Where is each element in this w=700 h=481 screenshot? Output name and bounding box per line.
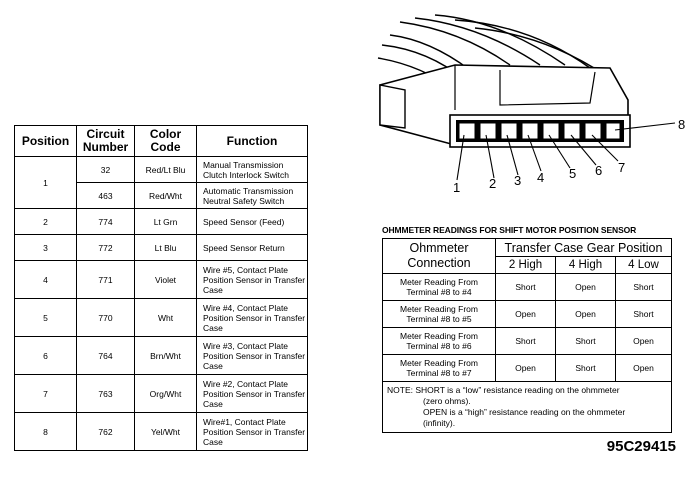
pin-label-6: 6 bbox=[595, 163, 603, 178]
reading-cell: Open bbox=[496, 301, 556, 328]
table-row bbox=[15, 337, 308, 375]
pin-label-2: 2 bbox=[489, 176, 497, 191]
color-cell: Violet bbox=[135, 261, 197, 299]
color-cell: Org/Wht bbox=[135, 375, 197, 413]
position-cell: 5 bbox=[15, 299, 77, 337]
circuit-cell: 463 bbox=[77, 183, 135, 209]
note-line: (zero ohms). bbox=[423, 396, 471, 406]
connection-cell: Meter Reading From Terminal #8 to #6 bbox=[383, 328, 496, 355]
circuit-cell: 770 bbox=[77, 299, 135, 337]
table-row bbox=[15, 235, 308, 261]
header-color: Color Code bbox=[135, 126, 197, 157]
pin-table bbox=[14, 125, 308, 451]
color-cell: Yel/Wht bbox=[135, 413, 197, 451]
header-ohm-connection: Ohmmeter Connection bbox=[383, 239, 496, 274]
color-cell: Brn/Wht bbox=[135, 337, 197, 375]
header-function: Function bbox=[197, 126, 308, 157]
position-cell: 3 bbox=[15, 235, 77, 261]
function-cell: Manual Transmission Clutch Interlock Switch bbox=[197, 157, 308, 183]
function-cell: Speed Sensor Return bbox=[197, 235, 308, 261]
table-row bbox=[383, 274, 672, 301]
header-4-low: 4 Low bbox=[616, 257, 672, 274]
position-cell: 8 bbox=[15, 413, 77, 451]
reading-cell: Short bbox=[496, 328, 556, 355]
position-cell: 4 bbox=[15, 261, 77, 299]
table-row bbox=[383, 328, 672, 355]
pin-label-8: 8 bbox=[678, 117, 686, 132]
function-cell: Speed Sensor (Feed) bbox=[197, 209, 308, 235]
circuit-cell: 32 bbox=[77, 157, 135, 183]
reading-cell: Open bbox=[616, 355, 672, 382]
function-cell: Wire #5, Contact Plate Position Sensor in Transfer Case bbox=[197, 261, 308, 299]
circuit-cell: 771 bbox=[77, 261, 135, 299]
circuit-cell: 763 bbox=[77, 375, 135, 413]
reading-cell: Short bbox=[556, 355, 616, 382]
table-row bbox=[383, 355, 672, 382]
figure-reference-code: 95C29415 bbox=[606, 438, 676, 455]
table-row bbox=[15, 157, 308, 183]
position-cell: 6 bbox=[15, 337, 77, 375]
table-row bbox=[15, 299, 308, 337]
ohm-table bbox=[382, 238, 672, 433]
reading-cell: Open bbox=[556, 274, 616, 301]
circuit-cell: 762 bbox=[77, 413, 135, 451]
table-row bbox=[15, 413, 308, 451]
function-cell: Wire#1, Contact Plate Position Sensor in Transfer Case bbox=[197, 413, 308, 451]
reading-cell: Short bbox=[556, 328, 616, 355]
function-cell: Wire #3, Contact Plate Position Sensor in Transfer Case bbox=[197, 337, 308, 375]
reading-cell: Short bbox=[496, 274, 556, 301]
header-gear-position: Transfer Case Gear Position bbox=[496, 239, 672, 257]
note-line: (infinity). bbox=[423, 418, 456, 428]
position-cell: 7 bbox=[15, 375, 77, 413]
position-cell: 1 bbox=[15, 157, 77, 209]
reading-cell: Short bbox=[616, 301, 672, 328]
circuit-cell: 764 bbox=[77, 337, 135, 375]
note-line: OPEN is a “high” resistance reading on the ohmmeter bbox=[423, 407, 626, 417]
connection-cell: Meter Reading From Terminal #8 to #7 bbox=[383, 355, 496, 382]
note-line: NOTE: SHORT is a “low” resistance reading on the ohmmeter bbox=[387, 385, 620, 395]
color-cell: Lt Grn bbox=[135, 209, 197, 235]
color-cell: Lt Blu bbox=[135, 235, 197, 261]
position-cell: 2 bbox=[15, 209, 77, 235]
connector-diagram bbox=[360, 10, 690, 195]
note-row bbox=[383, 382, 672, 433]
header-position: Position bbox=[15, 126, 77, 157]
note-cell bbox=[383, 382, 672, 433]
connection-cell: Meter Reading From Terminal #8 to #4 bbox=[383, 274, 496, 301]
reading-cell: Open bbox=[616, 328, 672, 355]
header-2-high: 2 High bbox=[496, 257, 556, 274]
pin-label-4: 4 bbox=[537, 170, 545, 185]
pin-label-7: 7 bbox=[618, 160, 626, 175]
reading-cell: Short bbox=[616, 274, 672, 301]
color-cell: Red/Lt Blu bbox=[135, 157, 197, 183]
table-row bbox=[15, 209, 308, 235]
connection-cell: Meter Reading From Terminal #8 to #5 bbox=[383, 301, 496, 328]
color-cell: Wht bbox=[135, 299, 197, 337]
reading-cell: Open bbox=[556, 301, 616, 328]
pin-label-3: 3 bbox=[514, 173, 522, 188]
pin-label-5: 5 bbox=[569, 166, 577, 181]
table-row bbox=[15, 375, 308, 413]
header-4-high: 4 High bbox=[556, 257, 616, 274]
table-row bbox=[383, 301, 672, 328]
function-cell: Wire #2, Contact Plate Position Sensor in Transfer Case bbox=[197, 375, 308, 413]
function-cell: Wire #4, Contact Plate Position Sensor in Transfer Case bbox=[197, 299, 308, 337]
circuit-cell: 772 bbox=[77, 235, 135, 261]
table-row bbox=[15, 261, 308, 299]
pin-label-1: 1 bbox=[453, 180, 461, 195]
circuit-cell: 774 bbox=[77, 209, 135, 235]
function-cell: Automatic Transmission Neutral Safety Switch bbox=[197, 183, 308, 209]
color-cell: Red/Wht bbox=[135, 183, 197, 209]
header-circuit: Circuit Number bbox=[77, 126, 135, 157]
ohm-table-title: OHMMETER READINGS FOR SHIFT MOTOR POSITION SENSOR bbox=[382, 225, 637, 235]
reading-cell: Open bbox=[496, 355, 556, 382]
